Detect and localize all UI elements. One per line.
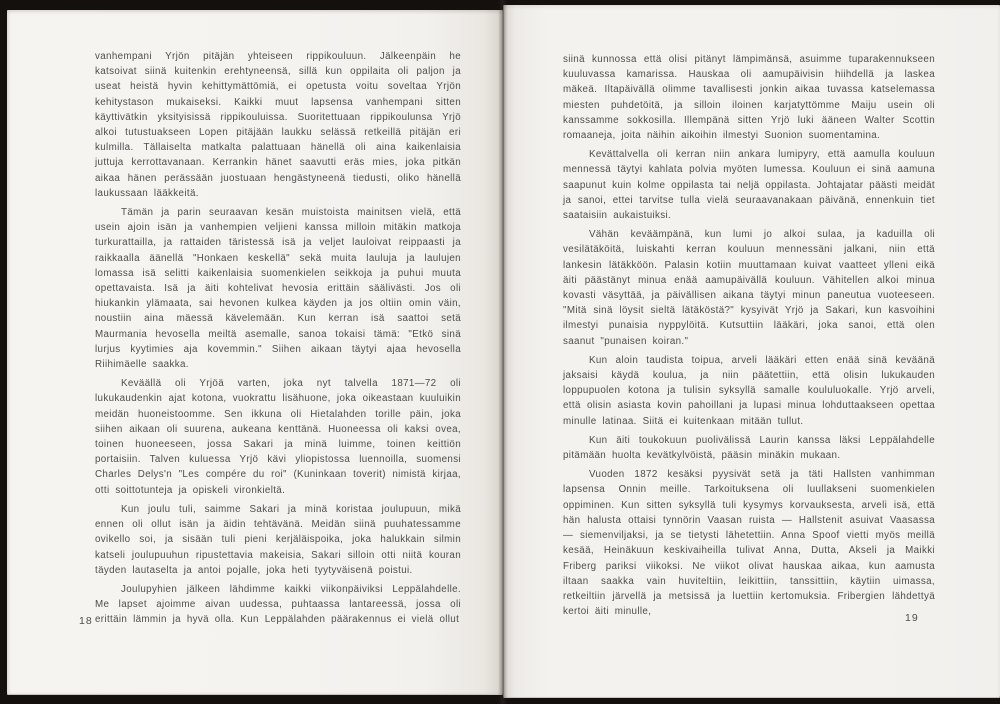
paragraph: Kevättalvella oli kerran niin ankara lumipyry, että aamulla kouluun mennessä täytyi kahlata polvia myöten lumessa. Kouluun ei sinä aamuna saapunut kuin kolme oppilasta tai neljä oppilasta. Johtajatar päästi meidät ja sanoi, ettei tarvitse tulla vielä seuraavanakaan päivänä, ennenkuin tiet saataisiin aukaistuiksi. bbox=[563, 149, 935, 222]
paragraph: Keväällä oli Yrjöä varten, joka nyt talvella 1871—72 oli lukukaudenkin ajat kotona, vuokrattu lisähuone, joka oikeastaan kuuluikin meidän huoneistoomme. Sen ikkuna oli Hietalahden torille päin, joka siihen aikaan oli suurena, aukeana kenttänä. Huoneessa oli kaksi ovea, toinen huoneeseen, jossa Sakari ja minä luimme, toinen keittiön portaisiin. Talven kuluessa Yrjö kävi yliopistossa luennoilla, suomensi Charles Delys'n "Les compére du roi" (Kuninkaan toverit) nimistä kirjaa, otti soittotunteja ja opiskeli vironkieltä. bbox=[95, 378, 461, 496]
paragraph: Tämän ja parin seuraavan kesän muistoista mainitsen vielä, että usein ajoin isän ja vanhempien veljieni kanssa milloin mitäkin matkoja turkurattailla, ja rattaiden täristessä isä ja veljet lauloivat reippaasti ja raikkaalla äänellä "Honkaen keskellä" sekä muita lauluja ja laulujen lomassa isä selitti kaikenlaisia suomenkielen seikkoja ja puhui muuta opettavaista. Isä ja äiti kohtelivat hevosia erittäin säälivästi. Jos oli hiukankin ylämaata, sai hevonen kulkea käyden ja jos oltiin omin väin, noustiin aina mäessä kävelemään. Kun kerran isä saattoi setä Maurmania hevosella meiltä asemalle, sanoa tokaisi tämä: "Etkö sinä lurjus kyytimies aja kovemmin." Siihen aikaan täytyi ajaa hevosella Riihimäelle saakka. bbox=[95, 207, 461, 371]
page-number: 18 bbox=[79, 615, 93, 627]
paragraph: Vuoden 1872 kesäksi pyysivät setä ja täti Hallsten vanhimman lapsensa Onnin meille. Tarkoituksena oli luullakseni suomenkielen oppiminen. Kun sitten syksyllä tuli kysymys korvauksesta, arveli isä, että hän halusta ottaisi tynnörin Vaasan ruista — Hallstenit asuivat Vaasassa — siemenviljaksi, ja se tietysti lähetettiin. Anna Spoof vietti myös meillä kesää, Heinäkuun keskivaiheilla tulivat Anna, Dutta, Akseli ja Maikki Friberg pariksi viikoksi. Ne viikot olivat hauskaa aikaa, kun aamusta iltaan saakka vain huviteltiin, leikittiin, tanssittiin, käytiin uimassa, retkeiltiin järvellä ja metsissä ja luettiin kertomuksia. Fribergien lähdettyä kertoi äiti minulle, bbox=[563, 469, 935, 618]
page-right-text bbox=[563, 52, 935, 623]
book-gutter bbox=[498, 0, 508, 704]
page-left-text bbox=[95, 49, 461, 632]
paragraph: Kun joulu tuli, saimme Sakari ja minä koristaa joulupuun, mikä ennen oli ollut isän ja äidin tehtävänä. Meidän siinä puuhatessamme ovikello soi, ja sisään tuli pieni kerjäläispoika, joka halukkain silmin katseli joulupuuhun ripustettavia makeisia, Sakari silloin otti niitä kouran täyden lautaselta ja antoi pojalle, joka heti tyytyväisenä poistui. bbox=[95, 503, 461, 576]
paragraph: Vähän keväämpänä, kun lumi jo alkoi sulaa, ja kaduilla oli vesilätäköitä, luiskahti kerran kouluun mennessäni jalkani, niin että lankesin lätäkköön. Palasin kotiin muuttamaan kuivat vaatteet ylleni eikä äiti päästänyt minua enää aamupäivällä kouluun. Vähitellen alkoi minua kovasti väsyttää, ja päivällisen aikana täytyi minun paneutua vuoteeseen. "Mitä sinä löysit sieltä lätäköstä?" kysyivät Yrjö ja Sakari, kun kasvoihini ilmestyi punaisia nyppylöitä. Kutsuttiin lääkäri, joka sanoi, että olen saanut "punaisen koiran." bbox=[563, 229, 935, 347]
page-number: 19 bbox=[905, 612, 919, 624]
paragraph: Joulupyhien jälkeen lähdimme kaikki viikonpäiviksi Leppälahdelle. Me lapset ajoimme aivan uudessa, puhtaassa lantareessä, jossa oli erittäin lämmin ja hyvä olla. Kun Leppälahden päärakennus ei vielä ollut bbox=[95, 583, 461, 626]
paragraph: Kun aloin taudista toipua, arveli lääkäri etten enää sinä keväänä jaksaisi käydä koulua, ja niin päätettiin, että olisin lukukauden loppupuolen kotona ja tulisin syksyllä samalle koululuokalle. Yrjö arveli, että olisin asiasta kovin pahoillani ja lupasi minua lohduttaakseen opettaa minulle latinaa. Siitä ei kuitenkaan mitään tullut. bbox=[563, 354, 935, 427]
paragraph: Kun äiti toukokuun puolivälissä Laurin kanssa läksi Leppälahdelle pitämään huolta kevätkylvöistä, pääsin minäkin mukaan. bbox=[563, 434, 935, 462]
paragraph: siinä kunnossa että olisi pitänyt lämpimänsä, asuimme tuparakennukseen kuuluvassa kamarissa. Hauskaa oli aamupäivisin hiihdellä ja laskea mäkeä. Iltapäivällä olimme tavallisesti jonkin aikaa tuvassa katselemassa miesten puhdetöitä, ja silloin iloinen karjatyttömme Maiju usein oli kanssamme sokkosilla. Illempänä sitten Yrjö luki ääneen Walter Scottin romaaneja, joita näihin aikoihin ilmestyi Suonion suomentamina. bbox=[563, 54, 935, 142]
paragraph: vanhempani Yrjön pitäjän yhteiseen rippikouluun. Jälkeenpäin he katsoivat siinä kuitenkin erehtyneensä, sillä kun oppilaita oli paljon ja useat heistä hyvin kehittymättömiä, ei opetusta voitu soveltaa Yrjön kehitystason mukaiseksi. Kaikki muut lapsensa vanhempani sitten käyttivätkin yksityisissä rippikouluissa. Suoritettuaan rippikoulunsa Yrjö alkoi tutustuakseen Lopen pitäjään laukku selässä retkeillä pitäjän eri kulmilla. Tällaiselta matkalta palattuaan hänellä oli aina kaikenlaisia juttuja kerrottavanaan. Kerrankin hänet saavutti eräs mies, joka pitkän aikaa hänen perässään juostuaan hengästyneenä tiedusti, oliko hänellä laukussaan lääkkeitä. bbox=[95, 51, 461, 199]
